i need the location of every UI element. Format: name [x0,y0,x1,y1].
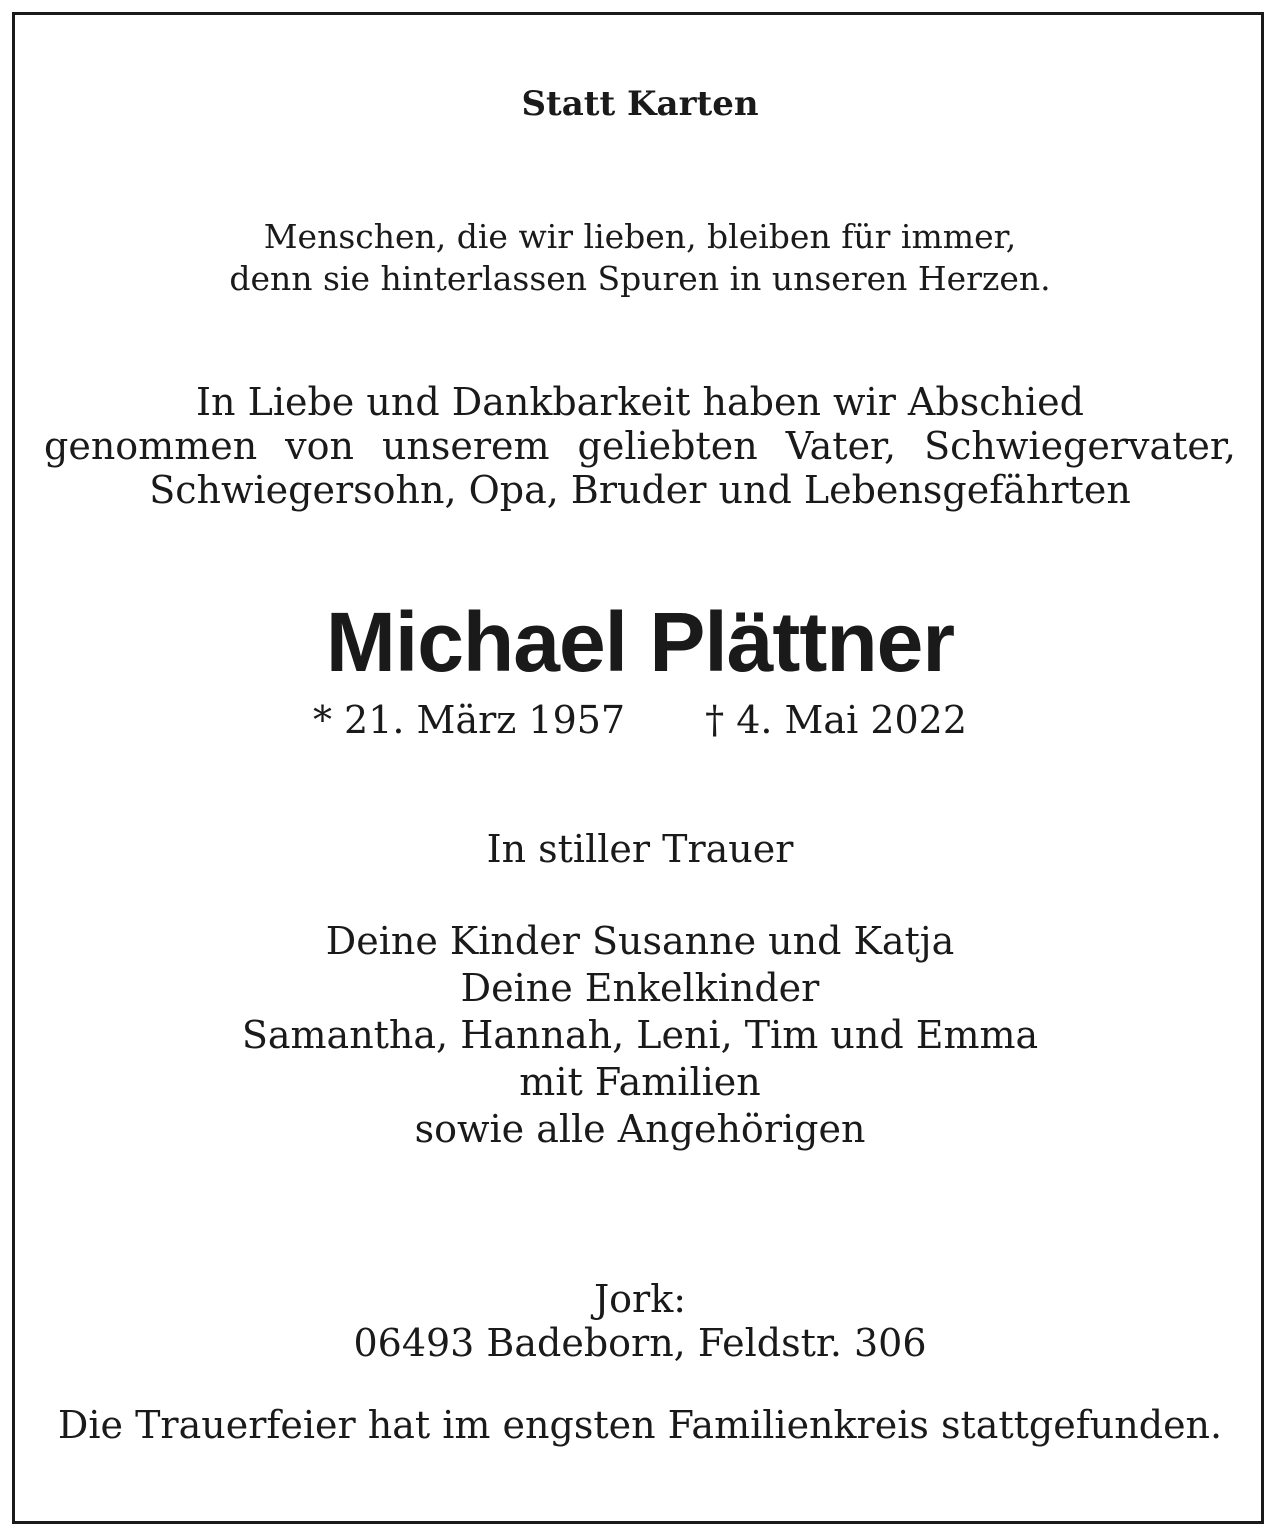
mourner-line-1: Deine Kinder Susanne und Katja [325,919,955,963]
deceased-name: Michael Plättner [325,595,955,689]
intro-line-3: Schwiegersohn, Opa, Bruder und Lebensgefährten [149,468,1131,512]
mourner-line-2: Deine Enkelkinder [460,966,820,1010]
mourner-line-3: Samantha, Hannah, Leni, Tim und Emma [241,1013,1039,1057]
closing-line: Die Trauerfeier hat im engsten Familienkreis stattgefunden. [57,1403,1223,1447]
life-dates [0,698,1280,742]
death-date: † 4. Mai 2022 [705,698,968,742]
intro-line-2: genommen von unserem geliebten Vater, Schwiegervater, [44,424,1236,468]
notice-heading: Statt Karten [521,84,759,124]
intro-line-1: In Liebe und Dankbarkeit haben wir Abschied [196,380,1084,424]
birth-date: * 21. März 1957 [312,698,626,742]
quote-line-1: Menschen, die wir lieben, bleiben für immer, [263,217,1017,256]
address-line-2: 06493 Badeborn, Feldstr. 306 [353,1321,927,1365]
mourning-line: In stiller Trauer [486,827,794,871]
address-line-1: Jork: [593,1277,687,1321]
quote-line-2: denn sie hinterlassen Spuren in unseren Herzen. [229,259,1051,298]
mourner-line-4: mit Familien [519,1060,761,1104]
mourner-line-5: sowie alle Angehörigen [414,1107,866,1151]
